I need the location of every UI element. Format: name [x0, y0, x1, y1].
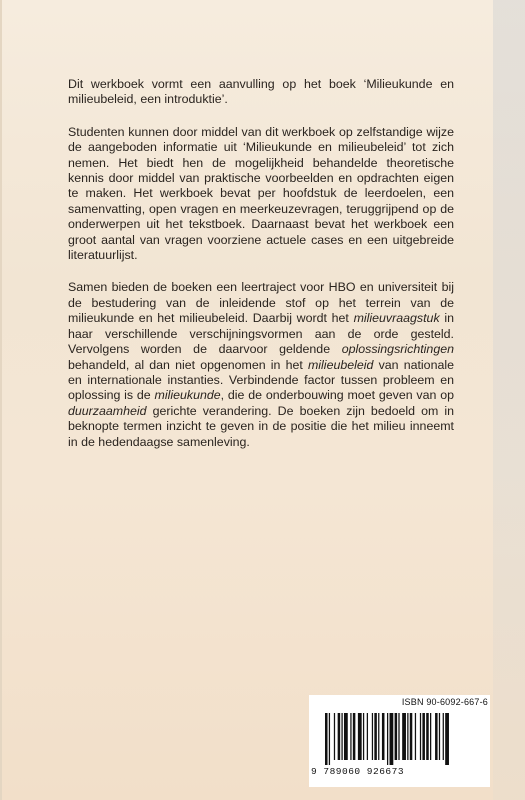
barcode-bar [422, 713, 425, 760]
barcode-bar [329, 713, 330, 765]
paragraph [68, 125, 454, 264]
barcode-bar [402, 713, 406, 760]
barcode-bar [358, 713, 362, 760]
barcode-bar [443, 713, 444, 760]
barcode-bar [395, 713, 398, 760]
barcode-label [309, 695, 490, 787]
barcode-bar [344, 713, 348, 760]
barcode-bar [420, 713, 421, 760]
barcode-bar [372, 713, 373, 760]
barcode-bar [435, 713, 438, 760]
text-run: Samen bieden de boeken een leertraject voor HBO en universiteit bij de bestudering van de inleidende stof op het terrein van de milieukunde en het milieubeleid. Daarbij wordt het [68, 280, 454, 326]
text-run: in haar verschillende verschijningsvormen aan de orde gesteld. Vervolgens worden de daarvoor geldende [68, 311, 454, 357]
barcode-bar [367, 713, 368, 760]
barcode-bar [415, 713, 416, 760]
text-run: Dit werkboek vormt een aanvulling op het boek ‘Milieukunde en milieubeleid, een introduktie’. [68, 77, 454, 107]
barcode-bar [407, 713, 408, 760]
barcode-bar [426, 713, 429, 760]
italic-term: milieukunde [154, 388, 221, 403]
text-run: gerichte verandering. De boeken zijn bedoeld om in beknopte termen inzicht te geven in de positie die het milieu inneemt in de hedendaagse samenleving. [68, 403, 454, 449]
cover-spine-shade [493, 0, 525, 800]
barcode-bar [430, 713, 431, 760]
barcode-bar [382, 713, 385, 760]
barcode-bar [363, 713, 364, 760]
paragraph [68, 77, 454, 108]
barcode-bar [398, 713, 399, 760]
barcode-bar [390, 713, 394, 765]
barcode-number: 9 789060 926673 [311, 766, 405, 777]
italic-term: duurzaamheid [68, 403, 147, 418]
barcode-bar [334, 713, 335, 760]
italic-term: milieuvraagstuk [353, 311, 440, 326]
barcode-bar [350, 713, 351, 760]
text-run: van nationale en internationale instanties. Verbindende factor tussen probleem en oplossing is de [68, 357, 454, 403]
barcode-bar [341, 713, 342, 760]
text-run: Studenten kunnen door middel van dit werkboek op zelfstandige wijze de aangeboden informatie uit ‘Milieukunde en milieubeleid’ tot zich nemen. Het biedt hen de mogelijkheid behandelde theoretische kennis door middel van praktische voorbeelden en opdrachten eigen te maken. Het werkboek bevat per hoofdstuk de leerdoelen, een samenvatting, open vragen en meerkeuzevragen, teruggrijpend op de onderwerpen uit het tekstboek. Daarnaast bevat het werkboek een groot aantal van vragen voorziene actuele cases en een uitgebreide literatuurlijst. [68, 124, 454, 263]
barcode-bar [353, 713, 356, 760]
blurb-text [68, 77, 454, 467]
text-run: behandeld, al dan niet opgenomen in het [68, 357, 308, 372]
italic-term: milieubeleid [307, 357, 374, 372]
barcode-bar [374, 713, 377, 760]
italic-term: oplossingsrichtingen [341, 342, 454, 357]
barcode-bar [325, 713, 328, 765]
barcode-bar [338, 713, 341, 760]
paragraph [68, 280, 454, 449]
barcode-bar [378, 713, 379, 760]
barcode-bar [410, 713, 413, 760]
cover-edge [0, 0, 2, 800]
barcode-bar [387, 713, 388, 765]
barcode-bar [439, 713, 440, 760]
text-run: , die de onderbouwing moet geven van op [220, 388, 454, 403]
barcode-icon [323, 713, 483, 765]
barcode-bar [445, 713, 449, 765]
isbn-text: ISBN 90-6092-667-6 [401, 697, 488, 707]
